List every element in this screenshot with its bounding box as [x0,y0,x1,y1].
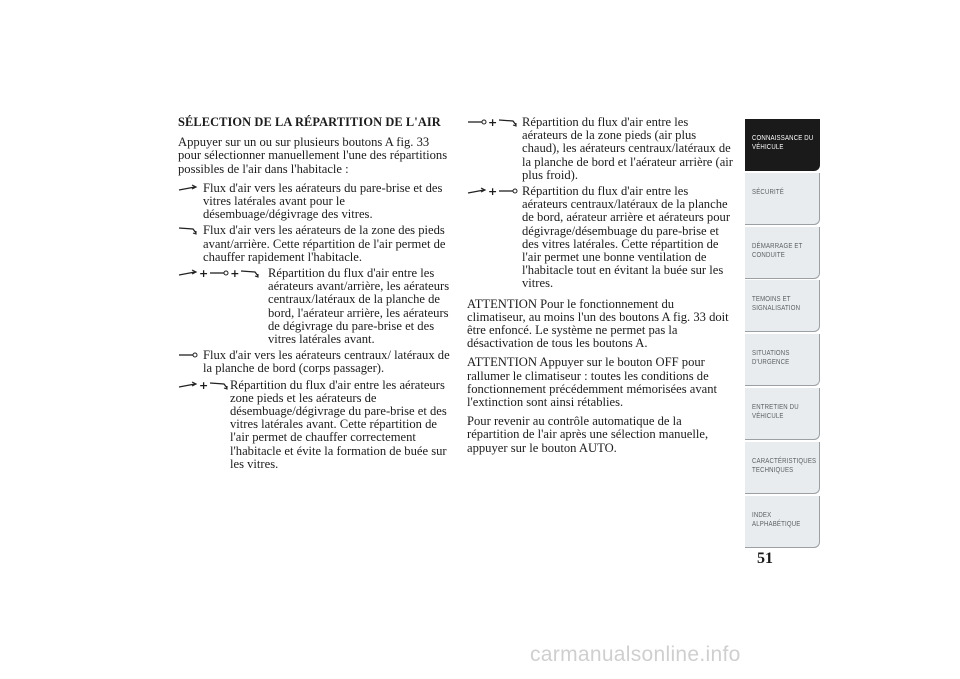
windshield-airflow-icon [178,269,198,277]
list-item [178,224,450,264]
plus-sign: + [199,267,209,281]
plus-sign: + [488,116,498,129]
page-number: 51 [757,550,773,567]
face-airflow-icon [498,187,518,195]
windshield-airflow-icon [178,184,198,192]
chapter-tabs [745,119,820,549]
section-title: SÉLECTION DE LA RÉPARTITION DE L'AIR [178,115,441,129]
windshield-airflow-icon [467,187,487,195]
feet-airflow-icon [209,381,229,390]
tab-label: VÉHICULE [752,142,784,151]
body-paragraph: Pour revenir au contrôle automatique de la répartition de l'air après une sélection manuelle, appuyer sur le bouton AUTO. [467,414,709,455]
list-item-text: Flux d'air vers les aérateurs de la zone des pieds avant/arrière. Cette répartition de l'air permet de chauffer rapidement l'habitacle. [203,223,446,264]
list-item-text: Flux d'air vers les aérateurs centraux/ latéraux de la planche de bord (corps passager). [203,348,450,376]
list-item [178,267,450,346]
windshield-airflow-icon [178,381,198,389]
tab-label: SÉCURITÉ [752,186,784,196]
tab-securite[interactable] [745,173,820,225]
tab-label: SIGNALISATION [752,303,801,313]
tab-index-alphabetique[interactable] [745,496,820,548]
list-item [467,116,735,182]
tab-label: CONNAISSANCE DU [752,133,814,142]
feet-airflow-icon [240,269,260,278]
list-item-text: Flux d'air vers les aérateurs du pare-brise et des vitres latérales avant pour le désembuage/dégivrage des vitres. [203,180,443,222]
intro-paragraph: Appuyer sur un ou sur plusieurs boutons A fig. 33 pour sélectionner manuellement l'une des répartitions possibles de l'air dans l'habitacle : [178,135,448,176]
tab-label: ALPHABÉTIQUE [752,518,801,528]
right-column [467,116,735,461]
tab-entretien-du-vehicule[interactable] [745,388,820,440]
list-item-text: Répartition du flux d'air entre les aérateurs zone pieds et les aérateurs de désembuage/dégivrage du pare-brise et des vitres latérales avant. Cette répartition de l'air permet de chauffer correctement l'habitacle et évite la formation de buée sur les vitres. [230,377,447,471]
list-item [178,182,450,222]
tab-label: DÉMARRAGE ET [752,240,803,250]
face-airflow-icon [467,118,487,126]
list-item [178,379,450,471]
tab-label: VÉHICULE [752,410,784,420]
list-item-text: Répartition du flux d'air entre les aérateurs de la zone pieds (air plus chaud), les aérateurs centraux/latéraux de la planche de bord et l'aérateur arrière (air plus froid). [522,115,733,182]
list-item-text: Répartition du flux d'air entre les aérateurs centraux/latéraux de la planche de bord, aérateur arrière et aérateurs pour dégivrage/désembuage du pare-brise et des vitres latérales. Cette répartition de l'air permet une bonne ventilation de l'habitacle tout en évitant la buée sur les vitres. [522,184,731,291]
tab-label: CONDUITE [752,249,785,259]
watermark: carmanualsonline.info [530,643,741,666]
face-airflow-icon [209,269,229,277]
plus-sign: + [488,185,498,199]
tab-label: TEMOINS ET [752,294,791,304]
tab-label: TECHNIQUES [752,464,794,474]
tab-connaissance-du-vehicule[interactable] [745,119,820,171]
tab-label: ENTRETIEN DU [752,401,799,411]
list-item [178,349,450,375]
plus-sign: + [199,378,209,392]
tab-demarrage-et-conduite[interactable] [745,227,820,279]
list-item-text: Répartition du flux d'air entre les aérateurs avant/arrière, les aérateurs centraux/latéraux de la planche de bord, l'aérateur arrière, les aérateurs de dégivrage du pare-brise et des vitres latérales avant. [268,266,450,347]
tab-label: CARACTÉRISTIQUES [752,455,817,465]
list-item [467,185,735,291]
tab-situations-durgence[interactable] [745,334,820,386]
attention-paragraph: ATTENTION Appuyer sur le bouton OFF pour rallumer le climatiseur : toutes les conditions de fonctionnement précédemment mémorisées avant l'extinction sont ainsi rétablies. [467,355,718,410]
tab-label: INDEX [752,509,772,519]
tab-label: SITUATIONS [752,348,790,358]
feet-airflow-icon [178,226,198,235]
tab-label: D'URGENCE [752,357,790,367]
tab-temoins-et-signalisation[interactable] [745,280,820,332]
face-airflow-icon [178,351,198,359]
left-column [178,116,450,474]
attention-paragraph: ATTENTION Pour le fonctionnement du climatiseur, au moins l'un des boutons A fig. 33 doit être enfoncé. Le système ne permet pas la désactivation de tous les boutons A. [467,296,729,351]
tab-caracteristiques-techniques[interactable] [745,442,820,494]
plus-sign: + [230,267,240,281]
feet-airflow-icon [498,118,518,127]
